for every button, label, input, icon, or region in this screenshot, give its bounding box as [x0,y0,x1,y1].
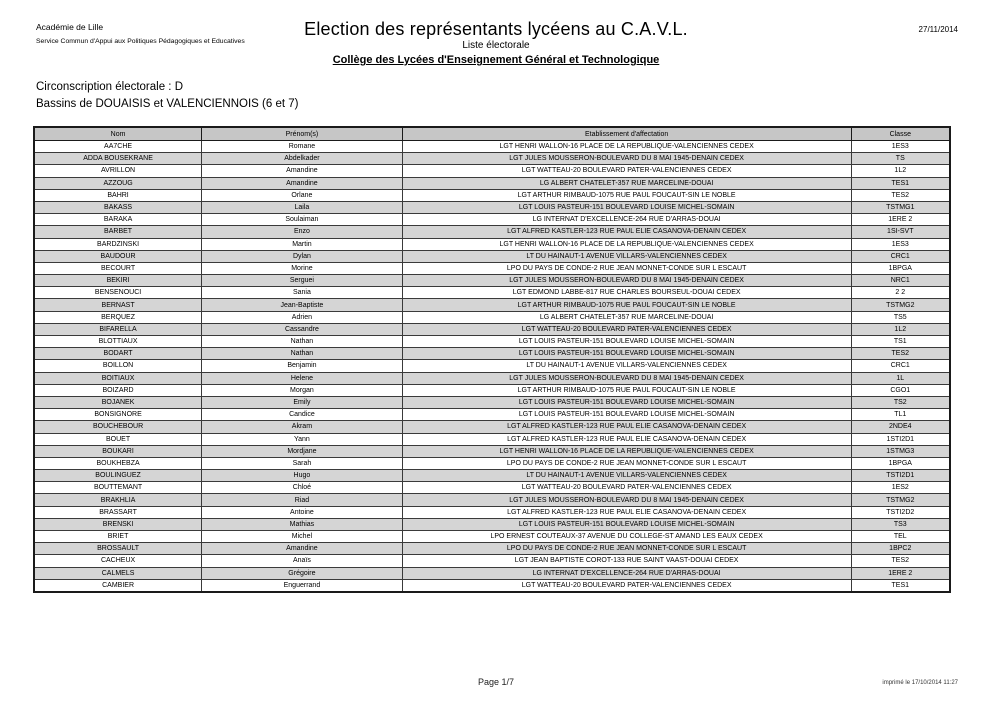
cell-classe: TSTMG2 [851,494,950,506]
table-row [34,482,950,494]
cell-prenom: Dylan [202,250,403,262]
cell-prenom: Enguerrand [202,579,403,592]
cell-etablissement: LGT LOUIS PASTEUR-151 BOULEVARD LOUISE MICHEL-SOMAIN [402,518,851,530]
cell-prenom: Amandine [202,177,403,189]
cell-classe: TSTI2D2 [851,506,950,518]
cell-etablissement: LT DU HAINAUT-1 AVENUE VILLARS-VALENCIENNES CEDEX [402,360,851,372]
college-heading: Collège des Lycées d'Enseignement Général et Technologique [332,54,660,66]
cell-prenom: Michel [202,531,403,543]
cell-nom: BARAKA [34,214,202,226]
cell-etablissement: LGT HENRI WALLON-16 PLACE DE LA REPUBLIQUE-VALENCIENNES CEDEX [402,238,851,250]
cell-classe: 1L [851,372,950,384]
cell-classe: TSTI2D1 [851,470,950,482]
cell-classe: TEL [851,531,950,543]
cell-nom: ADDA BOUSEKRANE [34,153,202,165]
cell-classe: CGO1 [851,384,950,396]
cell-etablissement: LG ALBERT CHATELET-357 RUE MARCELINE-DOUAI [402,177,851,189]
cell-nom: BOUET [34,433,202,445]
cell-prenom: Cassandre [202,323,403,335]
cell-classe: 1SI-SVT [851,226,950,238]
cell-etablissement: LGT JULES MOUSSERON-BOULEVARD DU 8 MAI 1945-DENAIN CEDEX [402,372,851,384]
cell-classe: 1ES3 [851,238,950,250]
cell-classe: CRC1 [851,250,950,262]
table-row [34,555,950,567]
cell-classe: 2NDE4 [851,421,950,433]
cell-classe: 1ERE 2 [851,214,950,226]
cell-prenom: Orlane [202,189,403,201]
cell-classe: TES1 [851,177,950,189]
cell-nom: BECOURT [34,262,202,274]
table-row [34,250,950,262]
cell-prenom: Sarah [202,457,403,469]
cell-classe: 1ES3 [851,141,950,153]
printed-date: imprimé le 17/10/2014 11:27 [882,680,958,686]
cell-prenom: Abdelkader [202,153,403,165]
cell-prenom: Grégoire [202,567,403,579]
table-row [34,262,950,274]
table-row [34,189,950,201]
header-date: 27/11/2014 [918,25,958,34]
cell-nom: CALMELS [34,567,202,579]
cell-classe: TES2 [851,555,950,567]
cell-nom: BODART [34,348,202,360]
cell-nom: BOUTTEMANT [34,482,202,494]
table-row [34,567,950,579]
table-row [34,141,950,153]
cell-etablissement: LGT LOUIS PASTEUR-151 BOULEVARD LOUISE MICHEL-SOMAIN [402,336,851,348]
cell-prenom: Candice [202,409,403,421]
table-row [34,409,950,421]
service-name: Service Commun d'Appui aux Politiques Pédagogiques et Educatives [36,38,245,45]
table-row [34,445,950,457]
cell-etablissement: LGT JULES MOUSSERON-BOULEVARD DU 8 MAI 1945-DENAIN CEDEX [402,494,851,506]
cell-etablissement: LGT ALFRED KASTLER-123 RUE PAUL ELIE CASANOVA-DENAIN CEDEX [402,506,851,518]
cell-etablissement: LGT ARTHUR RIMBAUD-1075 RUE PAUL FOUCAUT-SIN LE NOBLE [402,299,851,311]
cell-prenom: Sania [202,287,403,299]
subtitle: Liste électorale [462,40,530,51]
cell-etablissement: LPO DU PAYS DE CONDE-2 RUE JEAN MONNET-CONDE SUR L ESCAUT [402,457,851,469]
cell-nom: BOUKHEBZA [34,457,202,469]
cell-nom: BRENSKI [34,518,202,530]
table-row [34,543,950,555]
table-row [34,238,950,250]
cell-classe: TES1 [851,579,950,592]
cell-prenom: Amandine [202,165,403,177]
col-header-prenom: Prénom(s) [202,127,403,141]
cell-prenom: Morgan [202,384,403,396]
cell-nom: AA7CHE [34,141,202,153]
table-row [34,470,950,482]
cell-nom: BAKASS [34,201,202,213]
cell-classe: 1STMG3 [851,445,950,457]
cell-prenom: Antoine [202,506,403,518]
cell-prenom: Nathan [202,336,403,348]
cell-prenom: Romane [202,141,403,153]
cell-prenom: Amandine [202,543,403,555]
table-row [34,531,950,543]
cell-prenom: Soulaiman [202,214,403,226]
col-header-etablissement: Etablissement d'affectation [402,127,851,141]
cell-nom: BRAKHLIA [34,494,202,506]
cell-etablissement: LPO DU PAYS DE CONDE-2 RUE JEAN MONNET-CONDE SUR L ESCAUT [402,543,851,555]
table-row [34,177,950,189]
cell-etablissement: LGT HENRI WALLON-16 PLACE DE LA REPUBLIQUE-VALENCIENNES CEDEX [402,141,851,153]
col-header-classe: Classe [851,127,950,141]
table-row [34,494,950,506]
table-row [34,165,950,177]
page-number: Page 1/7 [477,677,515,687]
cell-etablissement: LGT LOUIS PASTEUR-151 BOULEVARD LOUISE MICHEL-SOMAIN [402,201,851,213]
col-header-nom: Nom [34,127,202,141]
header-center [150,19,842,66]
cell-nom: BLOTTIAUX [34,336,202,348]
cell-prenom: Laila [202,201,403,213]
table-row [34,384,950,396]
cell-etablissement: LT DU HAINAUT-1 AVENUE VILLARS-VALENCIENNES CEDEX [402,470,851,482]
cell-prenom: Akram [202,421,403,433]
cell-classe: 1L2 [851,165,950,177]
cell-classe: CRC1 [851,360,950,372]
cell-nom: BOIZARD [34,384,202,396]
cell-prenom: Helene [202,372,403,384]
cell-etablissement: LGT WATTEAU-20 BOULEVARD PATER-VALENCIENNES CEDEX [402,165,851,177]
cell-etablissement: LGT ARTHUR RIMBAUD-1075 RUE PAUL FOUCAUT-SIN LE NOBLE [402,384,851,396]
cell-classe: TS1 [851,336,950,348]
cell-nom: BENSENOUCI [34,287,202,299]
cell-nom: BRIET [34,531,202,543]
table-row [34,336,950,348]
cell-nom: CACHEUX [34,555,202,567]
cell-etablissement: LPO ERNEST COUTEAUX-37 AVENUE DU COLLEGE-ST AMAND LES EAUX CEDEX [402,531,851,543]
table-row [34,433,950,445]
cell-etablissement: LGT JULES MOUSSERON-BOULEVARD DU 8 MAI 1945-DENAIN CEDEX [402,275,851,287]
cell-nom: BOILLON [34,360,202,372]
table-row [34,299,950,311]
cell-nom: BOUKARI [34,445,202,457]
cell-classe: TSTMG1 [851,201,950,213]
cell-prenom: Nathan [202,348,403,360]
cell-etablissement: LG ALBERT CHATELET-357 RUE MARCELINE-DOUAI [402,311,851,323]
cell-prenom: Benjamin [202,360,403,372]
cell-nom: BROSSAULT [34,543,202,555]
table-row [34,287,950,299]
cell-classe: TES2 [851,189,950,201]
cell-etablissement: LGT HENRI WALLON-16 PLACE DE LA REPUBLIQUE-VALENCIENNES CEDEX [402,445,851,457]
cell-nom: BIFARELLA [34,323,202,335]
cell-etablissement: LGT ARTHUR RIMBAUD-1075 RUE PAUL FOUCAUT-SIN LE NOBLE [402,189,851,201]
bassins-line: Bassins de DOUAISIS et VALENCIENNOIS (6 et 7) [36,98,299,110]
cell-prenom: Hugo [202,470,403,482]
cell-classe: TL1 [851,409,950,421]
table-row [34,214,950,226]
cell-classe: 1BPGA [851,457,950,469]
cell-etablissement: LGT WATTEAU-20 BOULEVARD PATER-VALENCIENNES CEDEX [402,579,851,592]
cell-nom: AZZOUG [34,177,202,189]
cell-etablissement: LGT WATTEAU-20 BOULEVARD PATER-VALENCIENNES CEDEX [402,482,851,494]
cell-nom: BERQUEZ [34,311,202,323]
cell-etablissement: LG INTERNAT D'EXCELLENCE-264 RUE D'ARRAS-DOUAI [402,214,851,226]
cell-classe: 1STI2D1 [851,433,950,445]
cell-classe: 2 2 [851,287,950,299]
cell-etablissement: LGT EDMOND LABBE-817 RUE CHARLES BOURSEUL-DOUAI CEDEX [402,287,851,299]
cell-nom: BOUCHEBOUR [34,421,202,433]
cell-nom: BOJANEK [34,396,202,408]
cell-nom: BOITIAUX [34,372,202,384]
cell-etablissement: LG INTERNAT D'EXCELLENCE-264 RUE D'ARRAS-DOUAI [402,567,851,579]
cell-prenom: Mathias [202,518,403,530]
table-row [34,506,950,518]
cell-etablissement: LGT WATTEAU-20 BOULEVARD PATER-VALENCIENNES CEDEX [402,323,851,335]
cell-etablissement: LGT LOUIS PASTEUR-151 BOULEVARD LOUISE MICHEL-SOMAIN [402,396,851,408]
cell-prenom: Yann [202,433,403,445]
cell-classe: TS5 [851,311,950,323]
cell-etablissement: LT DU HAINAUT-1 AVENUE VILLARS-VALENCIENNES CEDEX [402,250,851,262]
table-row [34,372,950,384]
cell-etablissement: LGT ALFRED KASTLER-123 RUE PAUL ELIE CASANOVA-DENAIN CEDEX [402,226,851,238]
table-row [34,201,950,213]
cell-classe: TS3 [851,518,950,530]
cell-etablissement: LGT LOUIS PASTEUR-151 BOULEVARD LOUISE MICHEL-SOMAIN [402,348,851,360]
page-title: Election des représentants lycéens au C.A.V.L. [304,19,688,39]
table-row [34,226,950,238]
circonscription-line: Circonscription électorale : D [36,81,184,93]
cell-prenom: Chloé [202,482,403,494]
table-row [34,348,950,360]
cell-nom: BRASSART [34,506,202,518]
cell-classe: TS [851,153,950,165]
cell-classe: 1ES2 [851,482,950,494]
table-body [34,141,950,592]
table-row [34,579,950,592]
table-row [34,153,950,165]
cell-etablissement: LGT ALFRED KASTLER-123 RUE PAUL ELIE CASANOVA-DENAIN CEDEX [402,433,851,445]
cell-prenom: Riad [202,494,403,506]
cell-nom: AVRILLON [34,165,202,177]
cell-prenom: Martin [202,238,403,250]
cell-etablissement: LGT JEAN BAPTISTE COROT-133 RUE SAINT VAAST-DOUAI CEDEX [402,555,851,567]
electoral-roll-table [33,126,951,593]
table-row [34,360,950,372]
cell-nom: BEKIRI [34,275,202,287]
cell-prenom: Anaïs [202,555,403,567]
cell-nom: BERNAST [34,299,202,311]
cell-etablissement: LGT ALFRED KASTLER-123 RUE PAUL ELIE CASANOVA-DENAIN CEDEX [402,421,851,433]
cell-prenom: Emily [202,396,403,408]
cell-etablissement: LPO DU PAYS DE CONDE-2 RUE JEAN MONNET-CONDE SUR L ESCAUT [402,262,851,274]
cell-etablissement: LGT LOUIS PASTEUR-151 BOULEVARD LOUISE MICHEL-SOMAIN [402,409,851,421]
cell-classe: 1BPC2 [851,543,950,555]
cell-etablissement: LGT JULES MOUSSERON-BOULEVARD DU 8 MAI 1945-DENAIN CEDEX [402,153,851,165]
cell-classe: TES2 [851,348,950,360]
cell-nom: BARBET [34,226,202,238]
cell-nom: BAUDOUR [34,250,202,262]
cell-nom: BARDZINSKI [34,238,202,250]
cell-classe: 1BPGA [851,262,950,274]
cell-prenom: Adrien [202,311,403,323]
table-row [34,396,950,408]
academy-name: Académie de Lille [36,22,104,32]
table-row [34,457,950,469]
cell-prenom: Jean-Baptiste [202,299,403,311]
cell-nom: BOULINGUEZ [34,470,202,482]
table-row [34,311,950,323]
cell-classe: TS2 [851,396,950,408]
table-header-row [34,127,950,141]
table-row [34,421,950,433]
cell-prenom: Enzo [202,226,403,238]
cell-nom: BONSIGNORE [34,409,202,421]
table-row [34,323,950,335]
cell-classe: 1ERE 2 [851,567,950,579]
table-row [34,518,950,530]
cell-classe: 1L2 [851,323,950,335]
table-row [34,275,950,287]
cell-nom: BAHRI [34,189,202,201]
cell-nom: CAMBIER [34,579,202,592]
cell-prenom: Morine [202,262,403,274]
cell-prenom: Serguei [202,275,403,287]
cell-classe: NRC1 [851,275,950,287]
cell-prenom: Mordjane [202,445,403,457]
cell-classe: TSTMG2 [851,299,950,311]
